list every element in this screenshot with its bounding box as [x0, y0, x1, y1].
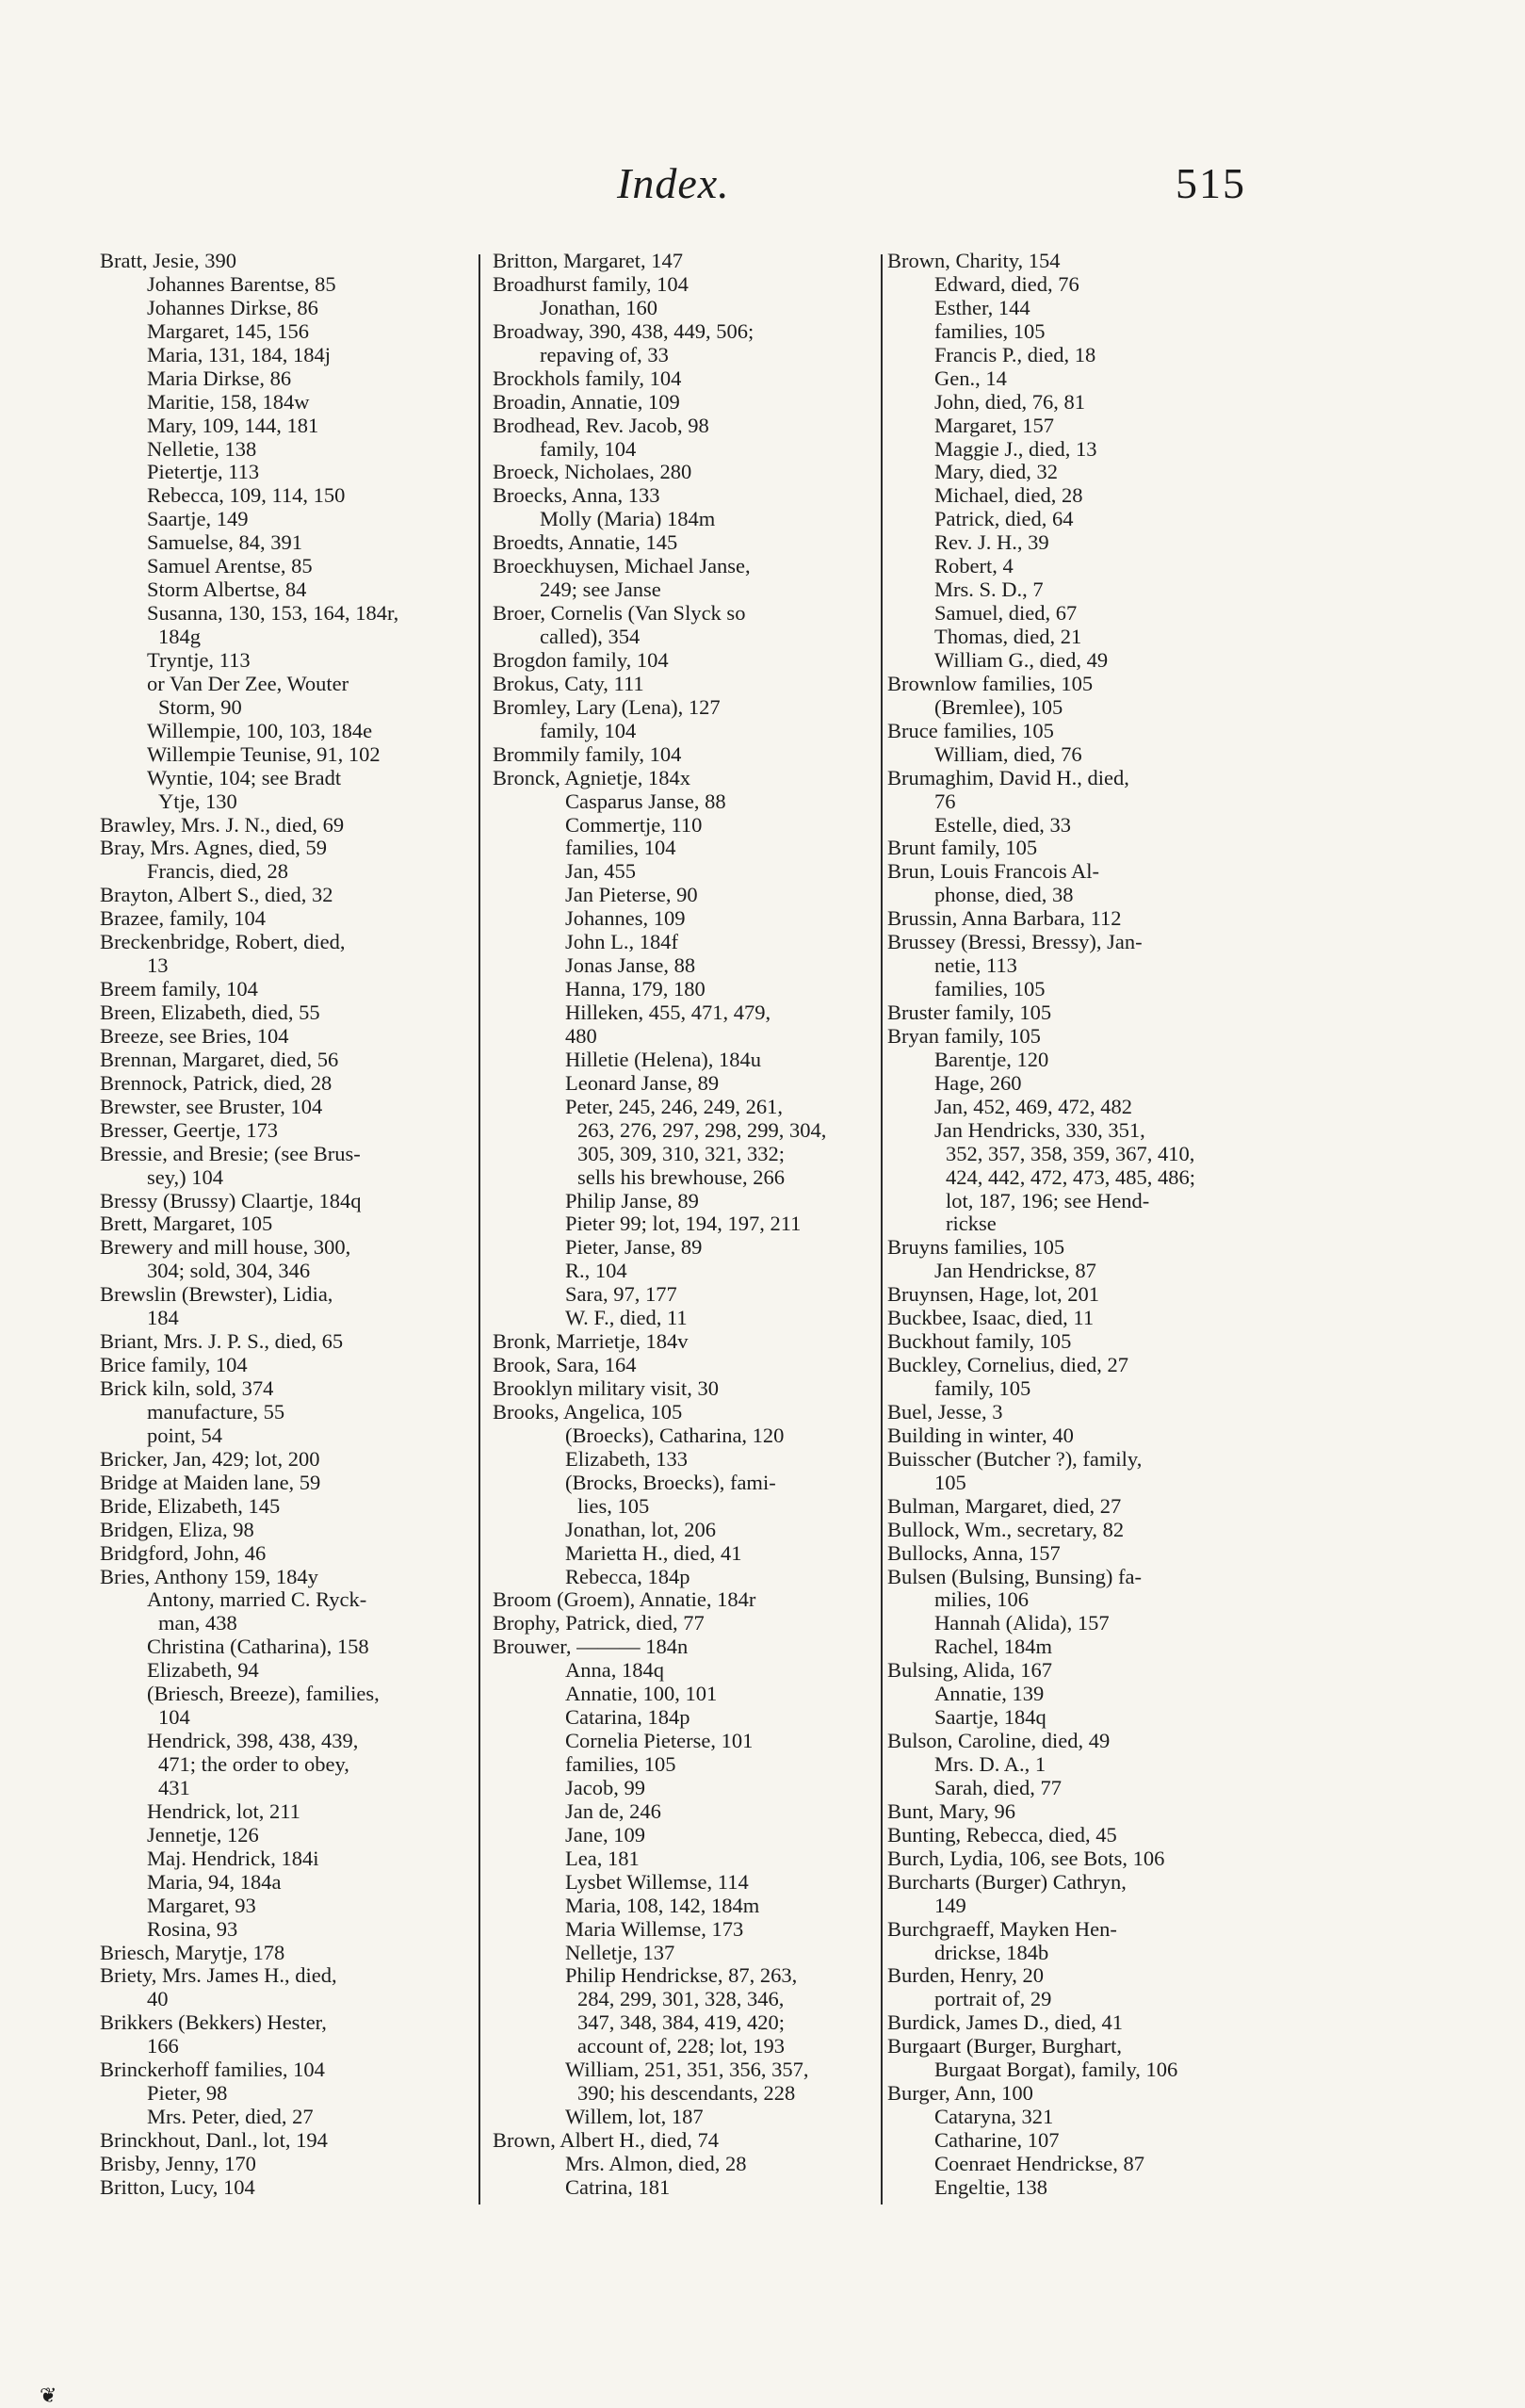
index-entry: Wyntie, 104; see Bradt — [147, 765, 342, 789]
index-entry: (Bremlee), 105 — [934, 694, 1063, 719]
index-entry: Burcharts (Burger) Cathryn, — [887, 1869, 1127, 1894]
index-entry: Jan Hendricks, 330, 351, — [934, 1117, 1145, 1142]
index-entry: Briant, Mrs. J. P. S., died, 65 — [100, 1329, 344, 1354]
index-entry: Bronk, Marrietje, 184v — [493, 1329, 689, 1354]
index-entry: Bryan family, 105 — [887, 1023, 1041, 1048]
index-entry: Brokus, Caty, 111 — [493, 671, 644, 695]
index-entry: Brisby, Jenny, 170 — [100, 2151, 256, 2175]
index-entry: Broer, Cornelis (Van Slyck so — [493, 601, 746, 626]
index-entry: Bunting, Rebecca, died, 45 — [887, 1822, 1117, 1847]
index-entry: Jane, 109 — [565, 1822, 645, 1847]
index-entry: Brook, Sara, 164 — [493, 1353, 637, 1377]
index-entry: Brawley, Mrs. J. N., died, 69 — [100, 812, 345, 837]
index-entry: called), 354 — [540, 625, 641, 648]
index-entry: Brewery and mill house, 300, — [100, 1235, 351, 1260]
index-entry: families, 105 — [934, 977, 1046, 1001]
index-entry: Breeze, see Bries, 104 — [100, 1023, 289, 1048]
index-entry: Molly (Maria) 184m — [540, 507, 716, 531]
index-entry: 263, 276, 297, 298, 299, 304, — [577, 1117, 827, 1142]
index-entry: Building in winter, 40 — [887, 1423, 1074, 1447]
index-entry: Broecks, Anna, 133 — [493, 483, 660, 508]
index-entry: Nelletje, 137 — [565, 1940, 675, 1964]
index-entry: (Brocks, Broecks), fami- — [565, 1470, 776, 1494]
page-number: 515 — [1176, 159, 1246, 207]
index-entry: Maria Willemse, 173 — [565, 1916, 744, 1941]
index-entry: Bray, Mrs. Agnes, died, 59 — [100, 836, 328, 860]
index-entry: Catharine, 107 — [934, 2128, 1060, 2152]
index-entry: Brayton, Albert S., died, 32 — [100, 883, 333, 907]
index-entry: 40 — [147, 1987, 169, 2011]
index-entry: Lysbet Willemse, 114 — [565, 1869, 749, 1894]
index-entry: Lea, 181 — [565, 1846, 640, 1870]
index-entry: Buel, Jesse, 3 — [887, 1399, 1003, 1424]
index-entry: 304; sold, 304, 346 — [147, 1259, 311, 1283]
index-entry: Brussin, Anna Barbara, 112 — [887, 906, 1122, 931]
index-entry: Cataryna, 321 — [934, 2105, 1054, 2129]
index-entry: or Van Der Zee, Wouter — [147, 671, 349, 695]
index-column-3 — [887, 250, 1262, 2200]
index-entry: Maritie, 158, 184w — [147, 389, 310, 414]
index-entry: 76 — [934, 789, 956, 813]
index-entry: Storm Albertse, 84 — [147, 578, 307, 602]
index-entry: 105 — [934, 1470, 966, 1494]
page-title: Index. — [617, 159, 730, 207]
index-entry: Elizabeth, 94 — [147, 1658, 259, 1683]
index-entry: Saartje, 149 — [147, 507, 249, 531]
index-entry: Pietertje, 113 — [147, 460, 260, 484]
index-entry: Hilletie (Helena), 184u — [565, 1047, 762, 1071]
index-entry: Maria, 94, 184a — [147, 1869, 282, 1894]
index-entry: Catarina, 184p — [565, 1705, 690, 1730]
index-entry: 347, 348, 384, 419, 420; — [577, 2010, 786, 2035]
index-entry: Brewster, see Bruster, 104 — [100, 1094, 323, 1118]
index-entry: Bresser, Geertje, 173 — [100, 1117, 279, 1142]
index-entry: Mrs. D. A., 1 — [934, 1752, 1046, 1776]
index-entry: William G., died, 49 — [934, 647, 1109, 672]
index-entry: Maria, 108, 142, 184m — [565, 1893, 760, 1917]
index-entry: Edward, died, 76 — [934, 271, 1079, 296]
index-entry: 352, 357, 358, 359, 367, 410, — [946, 1141, 1195, 1165]
index-entry: Bressie, and Bresie; (see Brus- — [100, 1141, 361, 1165]
index-entry: Burger, Ann, 100 — [887, 2081, 1033, 2106]
index-entry: Brikkers (Bekkers) Hester, — [100, 2010, 327, 2035]
index-entry: Sara, 97, 177 — [565, 1282, 677, 1307]
index-entry: Bride, Elizabeth, 145 — [100, 1493, 281, 1518]
index-entry: Esther, 144 — [934, 295, 1030, 319]
index-entry: Bridgen, Eliza, 98 — [100, 1517, 254, 1541]
index-entry: Brunt family, 105 — [887, 836, 1038, 860]
index-entry: Rachel, 184m — [934, 1635, 1052, 1659]
index-entry: Storm, 90 — [158, 694, 242, 719]
index-entry: Mrs. Peter, died, 27 — [147, 2105, 314, 2129]
index-entry: Briety, Mrs. James H., died, — [100, 1963, 337, 1988]
index-entry: 480 — [565, 1023, 597, 1048]
index-entry: Brick kiln, sold, 374 — [100, 1376, 274, 1400]
index-entry: R., 104 — [565, 1259, 627, 1283]
index-entry: Casparus Janse, 88 — [565, 789, 726, 813]
index-entry: Broeckhuysen, Michael Janse, — [493, 554, 751, 578]
index-entry: Engeltie, 138 — [934, 2174, 1047, 2199]
index-entry: sells his brewhouse, 266 — [577, 1164, 785, 1189]
index-entry: Marietta H., died, 41 — [565, 1540, 742, 1565]
index-entry: Breckenbridge, Robert, died, — [100, 930, 346, 954]
index-entry: Thomas, died, 21 — [934, 625, 1082, 648]
index-entry: Johannes Barentse, 85 — [147, 271, 336, 296]
index-entry: 305, 309, 310, 321, 332; — [577, 1141, 786, 1165]
index-entry: (Broecks), Catharina, 120 — [565, 1423, 785, 1447]
index-entry: 284, 299, 301, 328, 346, — [577, 1987, 785, 2011]
index-entry: Leonard Janse, 89 — [565, 1070, 720, 1095]
index-entry: Brazee, family, 104 — [100, 906, 266, 931]
index-entry: Buisscher (Butcher ?), family, — [887, 1446, 1143, 1471]
index-entry: Jonathan, 160 — [540, 295, 657, 319]
index-entry: 149 — [934, 1893, 966, 1917]
index-entry: Elizabeth, 133 — [565, 1446, 688, 1471]
index-entry: Bulsing, Alida, 167 — [887, 1658, 1053, 1683]
index-entry: Brown, Albert H., died, 74 — [493, 2128, 719, 2152]
index-entry: Francis, died, 28 — [147, 859, 288, 884]
index-entry: rickse — [946, 1212, 997, 1236]
index-entry: Jan Pieterse, 90 — [565, 883, 698, 907]
index-entry: family, 105 — [934, 1376, 1031, 1400]
index-entry: Patrick, died, 64 — [934, 507, 1074, 531]
index-entry: Brewslin (Brewster), Lidia, — [100, 1282, 333, 1307]
index-entry: Antony, married C. Ryck- — [147, 1587, 367, 1612]
index-entry: Breem family, 104 — [100, 977, 258, 1001]
index-entry: family, 104 — [540, 436, 637, 461]
index-entry: Broadway, 390, 438, 449, 506; — [493, 318, 754, 343]
index-entry: lot, 187, 196; see Hend- — [946, 1188, 1150, 1212]
index-entry: Brogdon family, 104 — [493, 647, 669, 672]
index-entry: Buckley, Cornelius, died, 27 — [887, 1353, 1129, 1377]
index-entry: Samuel, died, 67 — [934, 601, 1078, 626]
index-entry: Pieter, Janse, 89 — [565, 1235, 703, 1260]
index-entry: Anna, 184q — [565, 1658, 664, 1683]
index-entry: Nelletie, 138 — [147, 436, 257, 461]
index-entry: Rebecca, 109, 114, 150 — [147, 483, 346, 508]
index-entry: Brinckerhoff families, 104 — [100, 2058, 325, 2082]
index-entry: Bruster family, 105 — [887, 1001, 1052, 1024]
index-entry: 390; his descendants, 228 — [577, 2081, 796, 2106]
index-entry: Michael, died, 28 — [934, 483, 1083, 508]
index-entry: Jan Hendrickse, 87 — [934, 1259, 1096, 1283]
index-entry: Sarah, died, 77 — [934, 1775, 1062, 1799]
index-entry: Peter, 245, 246, 249, 261, — [565, 1094, 783, 1118]
index-entry: account of, 228; lot, 193 — [577, 2034, 785, 2058]
index-entry: Tryntje, 113 — [147, 647, 251, 672]
index-entry: Bromley, Lary (Lena), 127 — [493, 694, 721, 719]
index-entry: Willem, lot, 187 — [565, 2105, 704, 2129]
index-entry: 431 — [158, 1775, 190, 1799]
index-entry: Hendrick, 398, 438, 439, — [147, 1729, 359, 1753]
index-entry: Samuelse, 84, 391 — [147, 530, 302, 555]
index-entry: Mrs. Almon, died, 28 — [565, 2151, 747, 2175]
index-entry: Buckbee, Isaac, died, 11 — [887, 1306, 1095, 1330]
index-entry: Burchgraeff, Mayken Hen- — [887, 1916, 1117, 1941]
index-entry: Brommily family, 104 — [493, 741, 682, 766]
index-entry: Philip Janse, 89 — [565, 1188, 699, 1212]
index-entry: Commertje, 110 — [565, 812, 703, 837]
index-entry: families, 105 — [934, 318, 1046, 343]
index-column-2 — [493, 250, 865, 2200]
index-entry: 184g — [158, 625, 201, 648]
index-entry: Broadin, Annatie, 109 — [493, 389, 680, 414]
index-entry: milies, 106 — [934, 1587, 1029, 1612]
index-entry: Philip Hendrickse, 87, 263, — [565, 1963, 798, 1988]
index-entry: families, 104 — [565, 836, 676, 860]
index-entry: 13 — [147, 953, 169, 978]
index-entry: Brennock, Patrick, died, 28 — [100, 1070, 333, 1095]
index-entry: Bullock, Wm., secretary, 82 — [887, 1517, 1125, 1541]
index-entry: Bruynsen, Hage, lot, 201 — [887, 1282, 1099, 1307]
index-entry: William, died, 76 — [934, 741, 1082, 766]
index-entry: Bulson, Caroline, died, 49 — [887, 1729, 1111, 1753]
index-entry: 166 — [147, 2034, 179, 2058]
index-entry: Jan, 452, 469, 472, 482 — [934, 1094, 1132, 1118]
index-entry: Bratt, Jesie, 390 — [100, 249, 236, 272]
index-entry: 184 — [147, 1306, 179, 1330]
index-entry: Jennetje, 126 — [147, 1822, 259, 1847]
index-entry: Robert, 4 — [934, 554, 1014, 578]
index-entry: Pieter 99; lot, 194, 197, 211 — [565, 1212, 802, 1236]
index-entry: Susanna, 130, 153, 164, 184r, — [147, 601, 399, 626]
index-entry: Brussey (Bressi, Bressy), Jan- — [887, 930, 1143, 954]
index-entry: William, 251, 351, 356, 357, — [565, 2058, 809, 2082]
index-entry: 424, 442, 472, 473, 485, 486; — [946, 1164, 1196, 1189]
index-entry: Rosina, 93 — [147, 1916, 238, 1941]
index-entry: W. F., died, 11 — [565, 1306, 688, 1330]
column-divider-2 — [881, 254, 883, 2205]
index-entry: Willempie Teunise, 91, 102 — [147, 741, 381, 766]
index-entry: Bridge at Maiden lane, 59 — [100, 1470, 321, 1494]
index-entry: Hilleken, 455, 471, 479, — [565, 1001, 771, 1024]
index-entry: Broadhurst family, 104 — [493, 271, 689, 296]
index-entry: Bressy (Brussy) Claartje, 184q — [100, 1188, 362, 1212]
index-entry: Bruce families, 105 — [887, 718, 1054, 742]
index-entry: Britton, Margaret, 147 — [493, 249, 684, 272]
index-entry: Brennan, Margaret, died, 56 — [100, 1047, 339, 1071]
page-header — [0, 158, 1525, 215]
index-entry: Bricker, Jan, 429; lot, 200 — [100, 1446, 320, 1471]
index-entry: Brophy, Patrick, died, 77 — [493, 1611, 705, 1635]
index-entry: Johannes, 109 — [565, 906, 686, 931]
index-entry: Bulman, Margaret, died, 27 — [887, 1493, 1122, 1518]
index-entry: Broeck, Nicholaes, 280 — [493, 460, 692, 484]
index-entry: Brown, Charity, 154 — [887, 249, 1061, 272]
index-entry: Brownlow families, 105 — [887, 671, 1094, 695]
index-entry: Annatie, 100, 101 — [565, 1682, 718, 1706]
index-entry: Cornelia Pieterse, 101 — [565, 1729, 754, 1753]
index-entry: Hage, 260 — [934, 1070, 1022, 1095]
index-entry: Margaret, 93 — [147, 1893, 256, 1917]
index-entry: Mary, 109, 144, 181 — [147, 413, 319, 437]
index-entry: Jan de, 246 — [565, 1798, 661, 1823]
index-entry: Brumaghim, David H., died, — [887, 765, 1129, 789]
index-entry: Jan, 455 — [565, 859, 636, 884]
index-entry: 249; see Janse — [540, 578, 661, 602]
index-entry: Catrina, 181 — [565, 2174, 671, 2199]
index-entry: repaving of, 33 — [540, 342, 669, 366]
index-entry: Burch, Lydia, 106, see Bots, 106 — [887, 1846, 1165, 1870]
printer-ornament: ❦ — [40, 2384, 57, 2407]
index-entry: Maggie J., died, 13 — [934, 436, 1097, 461]
index-entry: Jonathan, lot, 206 — [565, 1517, 716, 1541]
index-entry: netie, 113 — [934, 953, 1017, 978]
index-entry: Brinckhout, Danl., lot, 194 — [100, 2128, 328, 2152]
index-entry: Christina (Catharina), 158 — [147, 1635, 369, 1659]
index-entry: Estelle, died, 33 — [934, 812, 1071, 837]
index-entry: Broedts, Annatie, 145 — [493, 530, 678, 555]
index-entry: lies, 105 — [577, 1493, 650, 1518]
index-entry: Mary, died, 32 — [934, 460, 1059, 484]
index-entry: Brodhead, Rev. Jacob, 98 — [493, 413, 709, 437]
index-entry: Brett, Margaret, 105 — [100, 1212, 273, 1236]
index-entry: Hendrick, lot, 211 — [147, 1798, 300, 1823]
index-entry: Buckhout family, 105 — [887, 1329, 1072, 1354]
index-entry: Maria, 131, 184, 184j — [147, 342, 331, 366]
index-entry: Briesch, Marytje, 178 — [100, 1940, 285, 1964]
index-entry: Willempie, 100, 103, 184e — [147, 718, 373, 742]
index-entry: Francis P., died, 18 — [934, 342, 1096, 366]
index-entry: Bruyns families, 105 — [887, 1235, 1065, 1260]
column-divider-1 — [479, 254, 480, 2205]
index-entry: Annatie, 139 — [934, 1682, 1045, 1706]
index-entry: Rebecca, 184p — [565, 1564, 690, 1588]
index-entry: families, 105 — [565, 1752, 676, 1776]
index-entry: point, 54 — [147, 1423, 223, 1447]
index-entry: Coenraet Hendrickse, 87 — [934, 2151, 1145, 2175]
index-entry: Bries, Anthony 159, 184y — [100, 1564, 318, 1588]
index-entry: Barentje, 120 — [934, 1047, 1049, 1071]
index-entry: John, died, 76, 81 — [934, 389, 1085, 414]
index-entry: drickse, 184b — [934, 1940, 1049, 1964]
index-entry: Jacob, 99 — [565, 1775, 645, 1799]
index-entry: Bridgford, John, 46 — [100, 1540, 267, 1565]
index-entry: Samuel Arentse, 85 — [147, 554, 313, 578]
index-entry: Brouwer, ——— 184n — [493, 1635, 689, 1659]
index-entry: phonse, died, 38 — [934, 883, 1074, 907]
index-entry: Mrs. S. D., 7 — [934, 578, 1044, 602]
index-entry: 104 — [158, 1705, 190, 1730]
index-entry: Hannah (Alida), 157 — [934, 1611, 1110, 1635]
index-entry: 471; the order to obey, — [158, 1752, 349, 1776]
index-entry: (Briesch, Breeze), families, — [147, 1682, 380, 1706]
index-entry: Bulsen (Bulsing, Bunsing) fa- — [887, 1564, 1142, 1588]
index-entry: Bronck, Agnietje, 184x — [493, 765, 690, 789]
index-entry: manufacture, 55 — [147, 1399, 285, 1424]
index-entry: Maria Dirkse, 86 — [147, 366, 292, 390]
index-entry: Rev. J. H., 39 — [934, 530, 1049, 555]
index-entry: Saartje, 184q — [934, 1705, 1046, 1730]
index-entry: Margaret, 157 — [934, 413, 1055, 437]
index-entry: Brice family, 104 — [100, 1353, 248, 1377]
index-entry: Bullocks, Anna, 157 — [887, 1540, 1061, 1565]
index-entry: Jonas Janse, 88 — [565, 953, 696, 978]
index-entry: Breen, Elizabeth, died, 55 — [100, 1001, 320, 1024]
index-entry: Johannes Dirkse, 86 — [147, 295, 318, 319]
index-entry: Hanna, 179, 180 — [565, 977, 706, 1001]
index-entry: portrait of, 29 — [934, 1987, 1052, 2011]
index-entry: Pieter, 98 — [147, 2081, 228, 2106]
index-entry: Maj. Hendrick, 184i — [147, 1846, 319, 1870]
index-entry: Brooklyn military visit, 30 — [493, 1376, 719, 1400]
index-entry: Brooks, Angelica, 105 — [493, 1399, 683, 1424]
index-entry: Burdick, James D., died, 41 — [887, 2010, 1123, 2035]
index-entry: family, 104 — [540, 718, 637, 742]
index-entry: Brun, Louis Francois Al- — [887, 859, 1099, 884]
index-entry: Bunt, Mary, 96 — [887, 1798, 1016, 1823]
index-entry: Burgaart (Burger, Burghart, — [887, 2034, 1123, 2058]
index-column-1 — [100, 250, 477, 2200]
index-entry: John L., 184f — [565, 930, 678, 954]
index-entry: Broom (Groem), Annatie, 184r — [493, 1587, 756, 1612]
index-entry: sey,) 104 — [147, 1164, 224, 1189]
index-entry: Ytje, 130 — [158, 789, 237, 813]
index-entry: man, 438 — [158, 1611, 237, 1635]
index-entry: Burgaat Borgat), family, 106 — [934, 2058, 1178, 2082]
index-entry: Britton, Lucy, 104 — [100, 2174, 255, 2199]
index-entry: Gen., 14 — [934, 366, 1007, 390]
index-entry: Margaret, 145, 156 — [147, 318, 310, 343]
index-entry: Brockhols family, 104 — [493, 366, 682, 390]
index-entry: Burden, Henry, 20 — [887, 1963, 1045, 1988]
